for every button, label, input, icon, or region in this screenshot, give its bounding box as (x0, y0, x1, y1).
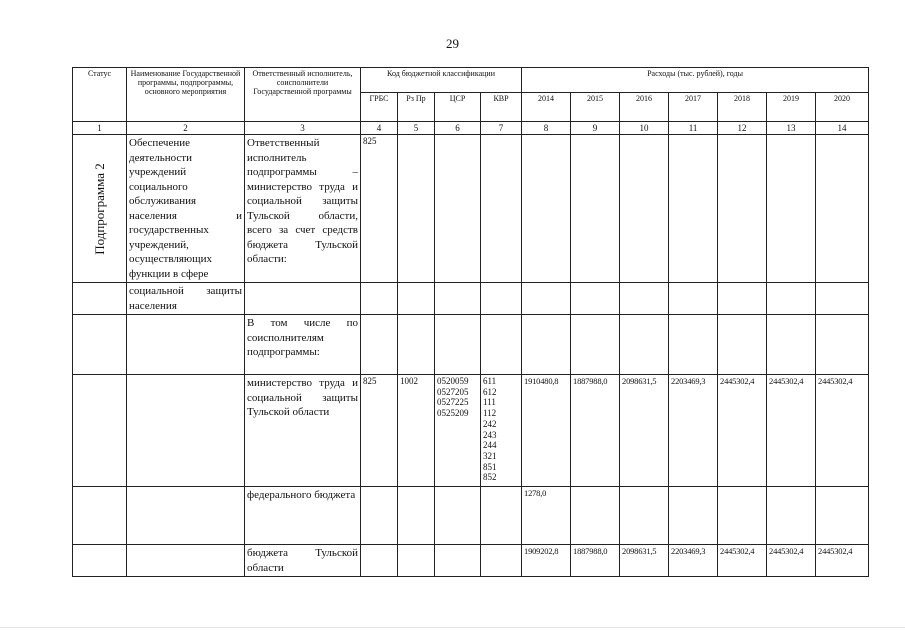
table-row (73, 545, 869, 577)
header-name: Наименование Государственной программы, подпрограммы, основного мероприятия (127, 68, 245, 122)
ministry-rzpr: 1002 (398, 375, 435, 487)
header-code-csr: ЦСР (435, 93, 481, 122)
page-number: 29 (446, 36, 459, 51)
column-number: 8 (522, 122, 571, 135)
column-number: 1 (73, 122, 127, 135)
ministry-csr-codes: 0520059 0527205 0527225 0525209 (435, 375, 481, 487)
column-number: 2 (127, 122, 245, 135)
amount-2015: 1887988,0 (571, 375, 620, 487)
header-year-2015: 2015 (571, 93, 620, 122)
header-year-2017: 2017 (669, 93, 718, 122)
column-number: 12 (718, 122, 767, 135)
column-number: 6 (435, 122, 481, 135)
header-code-kvr: КВР (481, 93, 522, 122)
header-executor: Ответственный исполнитель, соисполнители Государственной программы (245, 68, 361, 122)
header-status: Статус (73, 68, 127, 122)
header-budget-code: Код бюджетной классификации (361, 68, 522, 93)
regional-budget-label: бюджета Тульской области (245, 545, 361, 577)
amount-2016: 2098631,5 (620, 375, 669, 487)
column-number: 7 (481, 122, 522, 135)
header-year-2020: 2020 (816, 93, 869, 122)
header-code-rzpr: Рз Пр (398, 93, 435, 122)
including-label: В том числе по соисполнителям подпрограммы: (245, 315, 361, 375)
table-row (73, 315, 869, 375)
regional-amount-2020: 2445302,4 (816, 545, 869, 577)
header-expenses: Расходы (тыс. рублей), годы (522, 68, 869, 93)
status-label: Подпрограмма 2 (91, 162, 107, 255)
amount-2018: 2445302,4 (718, 375, 767, 487)
amount-2014: 1910480,8 (522, 375, 571, 487)
subprogram-name-continuation: социальной защиты населения (127, 283, 245, 315)
header-year-2018: 2018 (718, 93, 767, 122)
column-number: 3 (245, 122, 361, 135)
regional-amount-2014: 1909202,8 (522, 545, 571, 577)
ministry-kvr-codes: 611 612 111 112 242 243 244 321 851 852 (481, 375, 522, 487)
header-row-1 (73, 68, 869, 93)
column-number: 5 (398, 122, 435, 135)
ministry-executor: министерство труда и социальной защиты Тульской области (245, 375, 361, 487)
table-row (73, 487, 869, 545)
header-year-2016: 2016 (620, 93, 669, 122)
ministry-grbs: 825 (361, 375, 398, 487)
subprogram-name: Обеспечение деятельности учреждений социального обслуживания населения и государственных учреждений, осуществляющих функции в сфере (127, 135, 245, 283)
status-cell (73, 135, 127, 283)
grbs-cell: 825 (361, 135, 398, 283)
regional-amount-2018: 2445302,4 (718, 545, 767, 577)
regional-amount-2017: 2203469,3 (669, 545, 718, 577)
header-code-grbs: ГРБС (361, 93, 398, 122)
amount-2019: 2445302,4 (767, 375, 816, 487)
regional-amount-2016: 2098631,5 (620, 545, 669, 577)
executor-cell: Ответственный исполнитель подпрограммы – министерство труда и социальной защиты Тульской области, всего за счет средств бюджета Тульской области: (245, 135, 361, 283)
column-number: 13 (767, 122, 816, 135)
header-year-2014: 2014 (522, 93, 571, 122)
column-number: 14 (816, 122, 869, 135)
page-edge-line (0, 627, 905, 628)
column-number: 11 (669, 122, 718, 135)
column-number: 4 (361, 122, 398, 135)
column-number-row (73, 122, 869, 135)
table-row (73, 135, 869, 283)
table-row (73, 283, 869, 315)
budget-table (72, 67, 869, 577)
federal-budget-label: федерального бюджета (245, 487, 361, 545)
regional-amount-2019: 2445302,4 (767, 545, 816, 577)
regional-amount-2015: 1887988,0 (571, 545, 620, 577)
amount-2017: 2203469,3 (669, 375, 718, 487)
column-number: 9 (571, 122, 620, 135)
amount-2020: 2445302,4 (816, 375, 869, 487)
federal-amount-2014: 1278,0 (522, 487, 571, 545)
header-year-2019: 2019 (767, 93, 816, 122)
table-row (73, 375, 869, 487)
column-number: 10 (620, 122, 669, 135)
